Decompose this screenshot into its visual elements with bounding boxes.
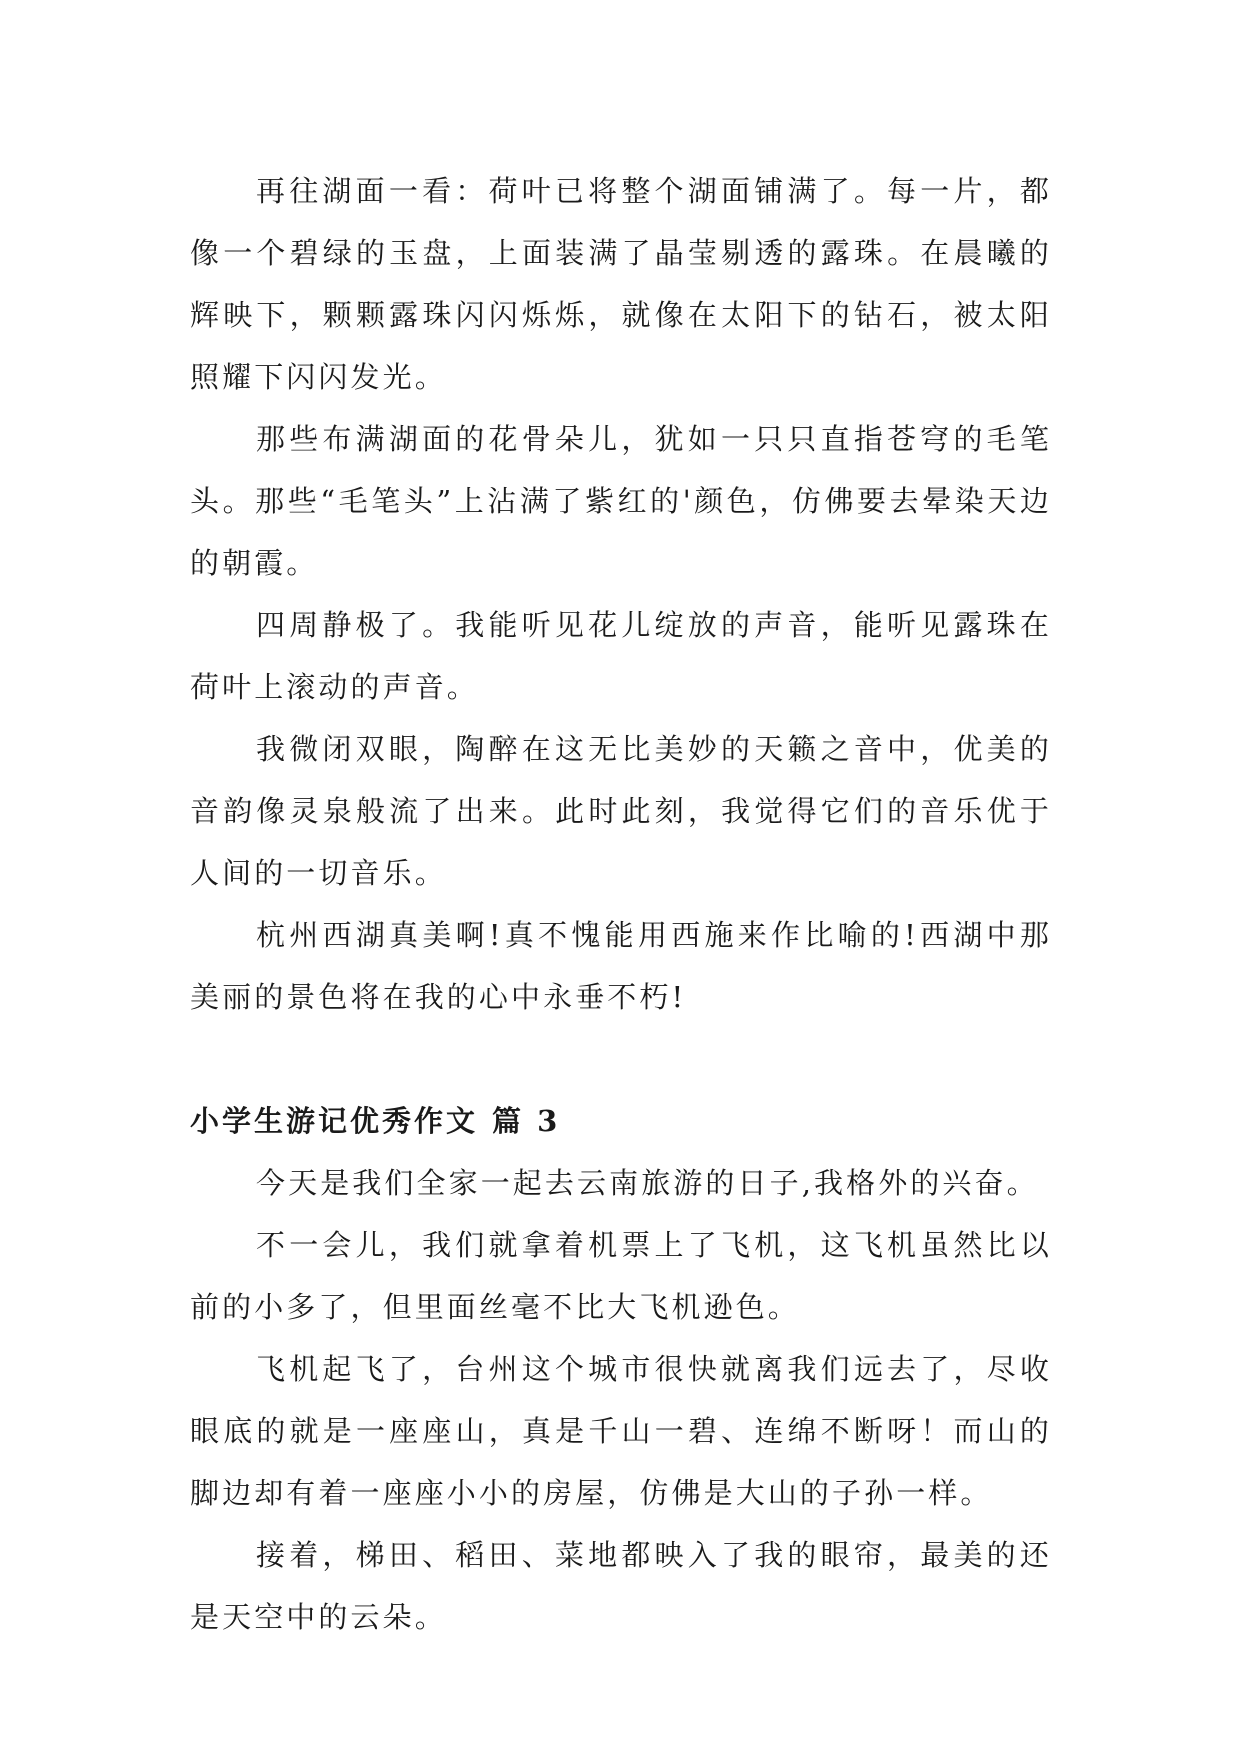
paragraph-clouds: 接着，梯田、稻田、菜地都映入了我的眼帘，最美的还是天空中的云朵。 bbox=[190, 1538, 1052, 1634]
paragraph-quiet: 四周静极了。我能听见花儿绽放的声音，能听见露珠在荷叶上滚动的声音。 bbox=[190, 608, 1052, 704]
paragraph-west-lake: 杭州西湖真美啊!真不愧能用西施来作比喻的!西湖中那美丽的景色将在我的心中永垂不朽! bbox=[190, 918, 1052, 1014]
section-heading-title: 小学生游记优秀作文 bbox=[190, 1104, 479, 1138]
section-heading-number: 篇 3 bbox=[492, 1104, 561, 1138]
paragraph-takeoff: 飞机起飞了，台州这个城市很快就离我们远去了，尽收眼底的就是一座座山，真是千山一碧、连绵不断呀！而山的脚边却有着一座座小小的房屋，仿佛是大山的子孙一样。 bbox=[190, 1352, 1052, 1510]
paragraph-flower-buds: 那些布满湖面的花骨朵儿，犹如一只只直指苍穹的毛笔头。那些“毛笔头”上沾满了紫红的'颜色，仿佛要去晕染天边的朝霞。 bbox=[190, 422, 1052, 580]
paragraph-boarding: 不一会儿，我们就拿着机票上了飞机，这飞机虽然比以前的小多了，但里面丝毫不比大飞机逊色。 bbox=[190, 1228, 1052, 1324]
paragraph-music: 我微闭双眼，陶醉在这无比美妙的天籁之音中，优美的音韵像灵泉般流了出来。此时此刻，我觉得它们的音乐优于人间的一切音乐。 bbox=[190, 732, 1052, 890]
paragraph-trip-start: 今天是我们全家一起去云南旅游的日子,我格外的兴奋。 bbox=[256, 1166, 1039, 1200]
document-page bbox=[190, 160, 1052, 1648]
section-heading bbox=[190, 1090, 1052, 1152]
paragraph-lotus-leaves: 再往湖面一看：荷叶已将整个湖面铺满了。每一片，都像一个碧绿的玉盘，上面装满了晶莹剔透的露珠。在晨曦的辉映下，颗颗露珠闪闪烁烁，就像在太阳下的钻石，被太阳照耀下闪闪发光。 bbox=[190, 174, 1052, 394]
